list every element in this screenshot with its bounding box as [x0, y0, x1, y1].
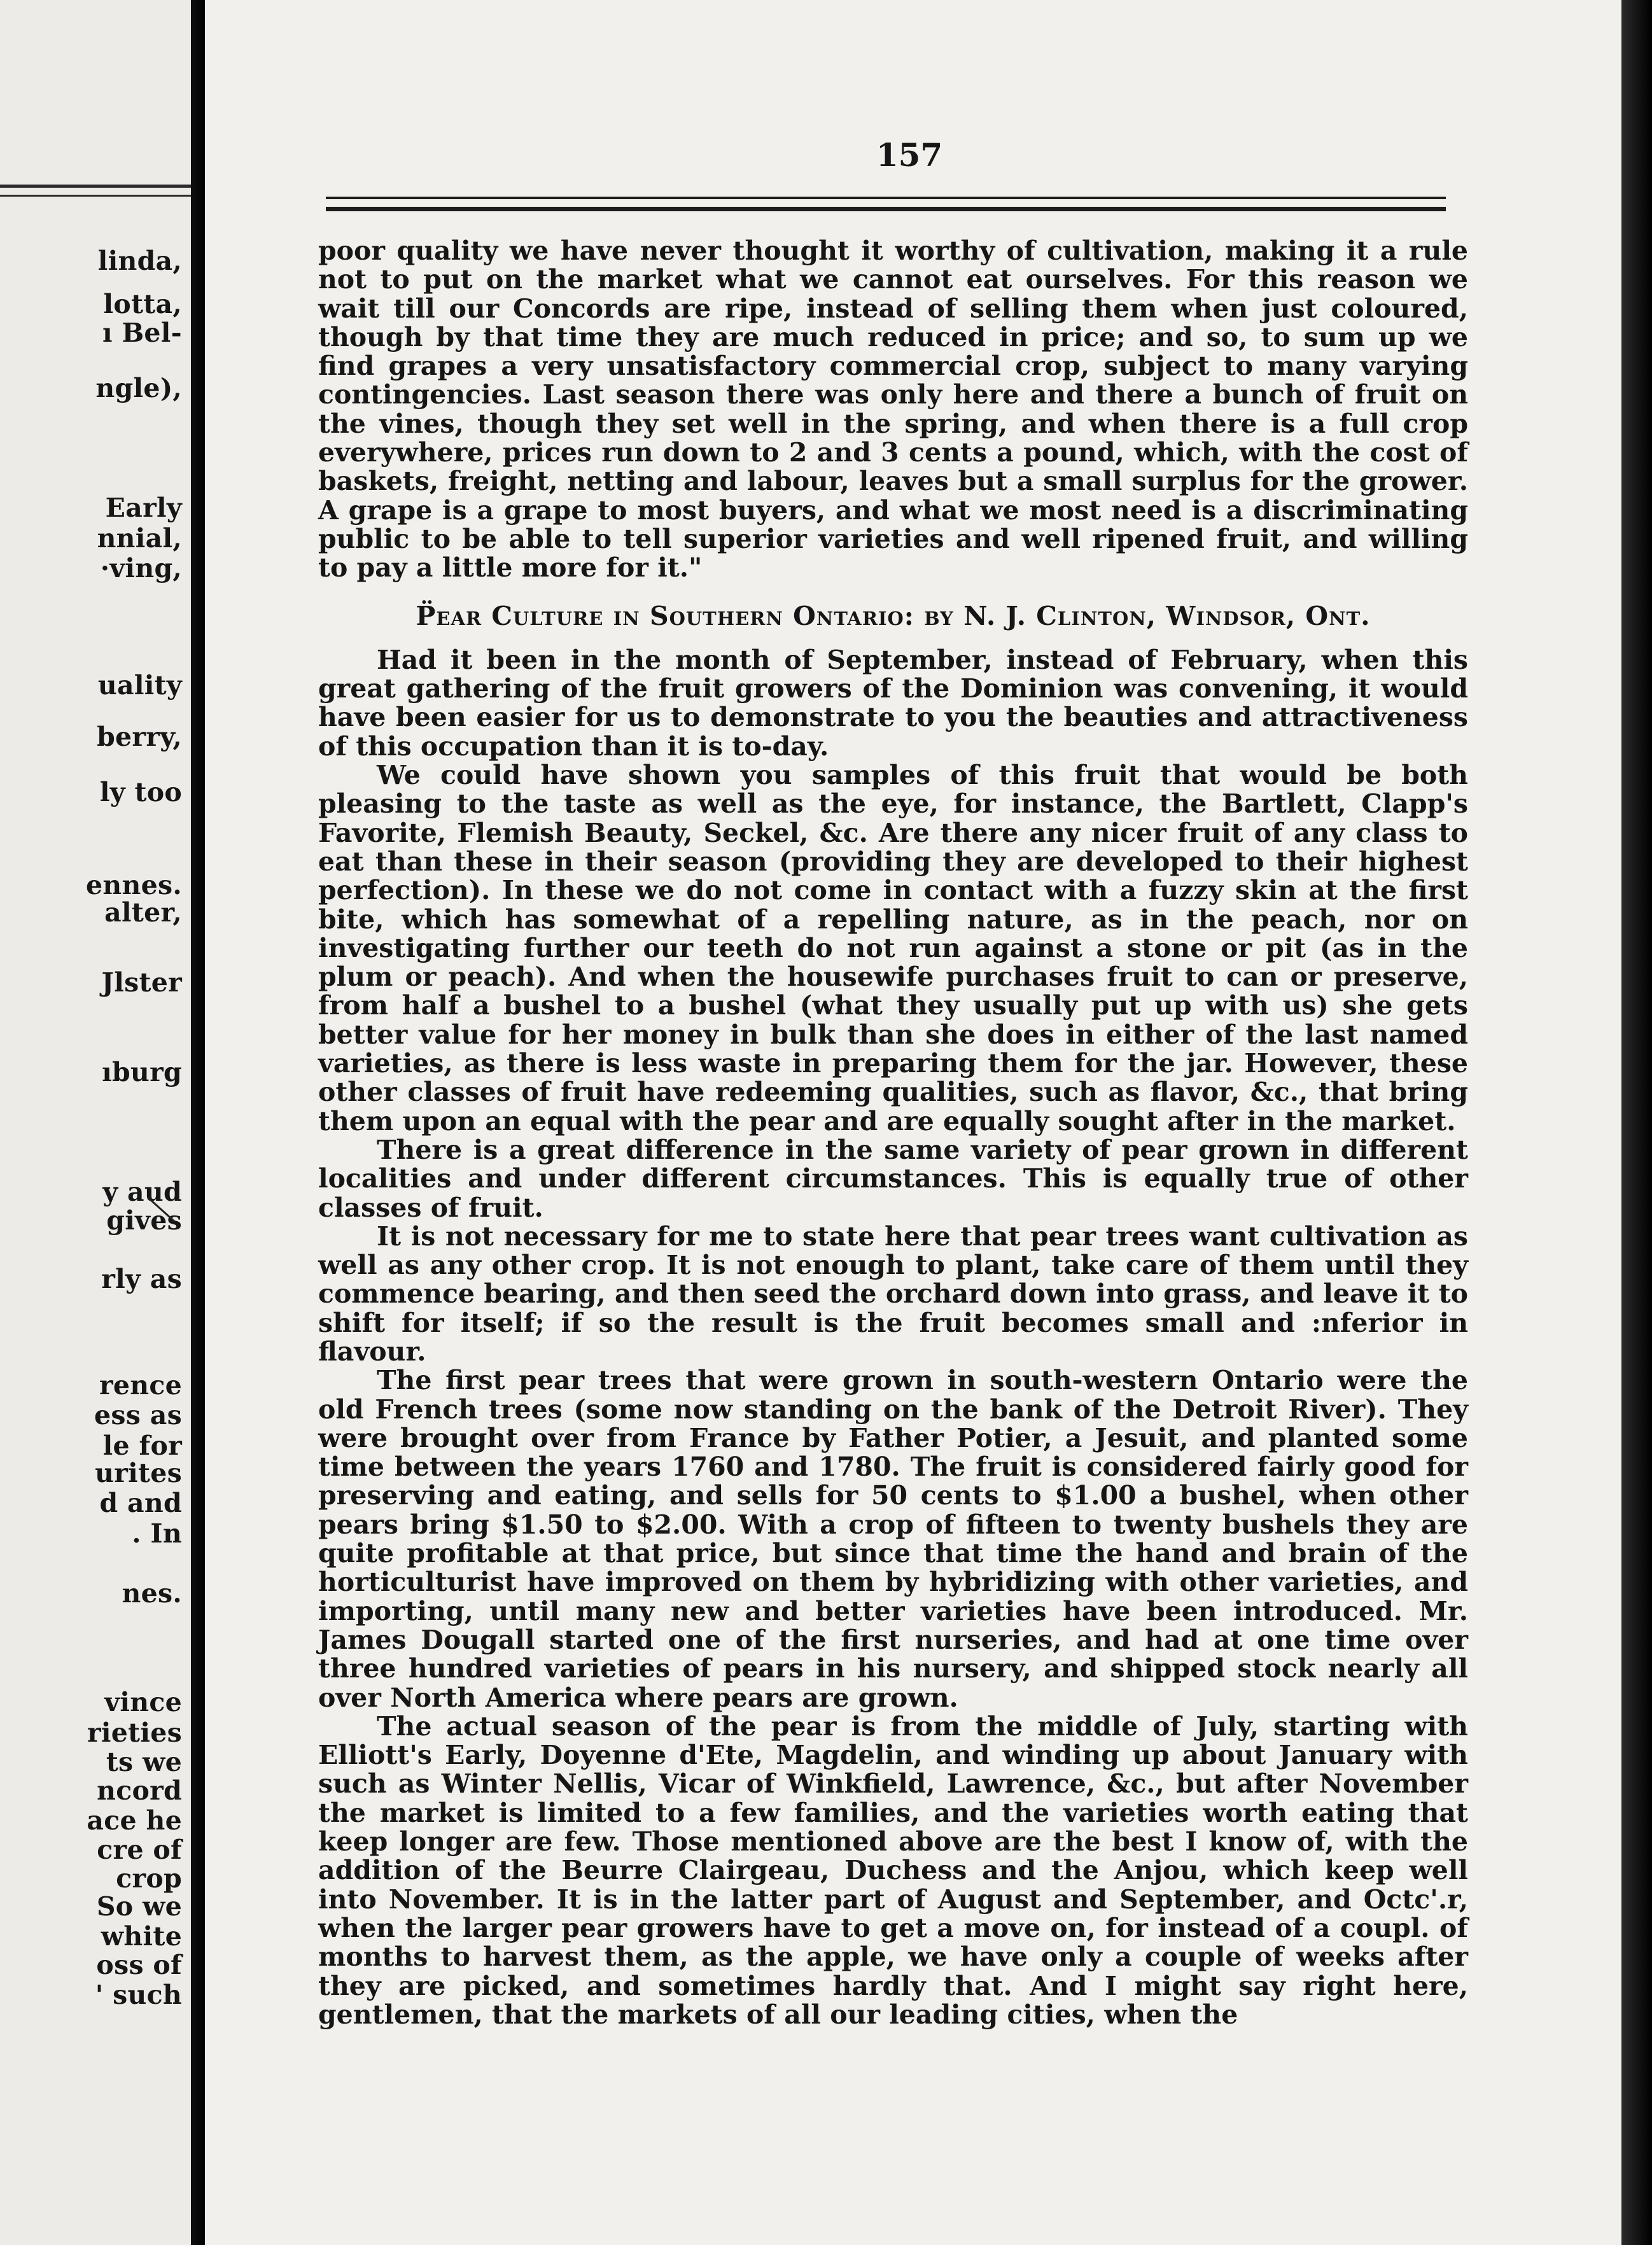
- facing-page-fragment: vince: [104, 1687, 182, 1717]
- facing-page-fragment: ncord: [97, 1775, 182, 1806]
- facing-page-fragment: ·ving,: [100, 553, 182, 584]
- facing-page-fragment: Jlster: [101, 967, 182, 998]
- facing-page-fragment: ennes.: [86, 870, 182, 900]
- facing-page-fragment: rly as: [101, 1264, 182, 1294]
- paragraph: There is a great difference in the same variety of pear grown in different localities and under different circumstances. This is equally true of other classes of fruit.: [318, 1134, 1468, 1223]
- facing-page-fragment: ace he: [87, 1805, 182, 1836]
- facing-page-fragment: ıburg: [102, 1057, 182, 1088]
- gutter-shadow: [191, 0, 205, 2245]
- facing-page-fragment: cre of: [97, 1835, 182, 1865]
- intro-paragraph: poor quality we have never thought it worthy of cultivation, making it a rule not to put on the market what we cannot eat ourselves. For this reason we wait till our Concords are ripe, instead of selling them when just coloured, though by that time they are much reduced in price; and so, to sum up we find grapes a very unsatisfactory commercial crop, subject to many varying contingencies. Last season there was only here and there a bunch of fruit on the vines, though they set well in the spring, and when there is a full crop everywhere, prices run down to 2 and 3 cents a pound, which, with the cost of baskets, freight, netting and labour, leaves but a small surplus for the grower. A grape is a grape to most buyers, and what we most need is a discriminating public to be able to tell superior varieties and well ripened fruit, and willing to pay a little more for it.": [318, 235, 1468, 584]
- page-number: 157: [876, 136, 943, 174]
- header-rule: [326, 197, 1446, 199]
- facing-page-fragment: y aud: [102, 1177, 182, 1207]
- facing-page-fragment: white: [101, 1921, 182, 1952]
- facing-page-fragment: ess as: [94, 1400, 182, 1430]
- paragraph: The actual season of the pear is from the middle of July, starting with Elliott's Early, Doyenne d'Ete, Magdelin, and winding up about January with such as Winter Nellis, Vicar of Winkfield, Lawrence, &c., but after November the market is limited to a few families, and the varieties worth eating that keep longer are few. Those mentioned above are the best I know of, with the addition of the Beurre Clairgeau, Duchess and the Anjou, which keep well into November. It is in the latter part of August and September, and Octc'.r, when the larger pear growers have to get a move on, for instead of a coupl. of months to harvest them, as the apple, we have only a couple of weeks after they are picked, and sometimes hardly that. And I might say right here, gentlemen, that the markets of all our leading cities, when the: [318, 1710, 1468, 2030]
- facing-page-fragment: ly too: [99, 777, 182, 808]
- facing-page-fragment: ı Bel-: [102, 318, 182, 348]
- paragraph: It is not necessary for me to state here that pear trees want cultivation as well as any other crop. It is not enough to plant, take care of them until they commence bearing, and then seed the orchard down into grass, and leave it to shift for itself; if so the result is the fruit becomes small and :nferior in flavour.: [318, 1220, 1468, 1367]
- facing-page-fragment: lotta,: [103, 289, 182, 319]
- section-heading: P̈ear Culture in Southern Ontario: by N. J. Clinton, Windsor, Ont.: [416, 600, 1371, 631]
- page-edge-shadow: [1621, 0, 1652, 2245]
- facing-page-fragment: ngle),: [95, 373, 182, 403]
- facing-page-fragment: d and: [99, 1488, 182, 1518]
- book-page: [205, 0, 1621, 2245]
- facing-page-fragment: ' such: [95, 1980, 182, 2010]
- facing-page-fragment: rieties: [87, 1717, 182, 1748]
- header-rule-thick: [326, 207, 1446, 211]
- facing-page-fragment: le for: [102, 1430, 182, 1461]
- facing-page-fragment: linda,: [97, 246, 182, 276]
- paragraph: The first pear trees that were grown in south-western Ontario were the old French trees (some now standing on the bank of the Detroit River). They were brought over from France by Father Potier, a Jesuit, and planted some time between the years 1760 and 1780. The fruit is considered fairly good for preserving and eating, and sells for 50 cents to $1.00 a bushel, when other pears bring $1.50 to $2.00. With a crop of fifteen to twenty bushels they are quite profitable at that price, but since that time the hand and brain of the horticulturist have improved on them by hybridizing with other varieties, and importing, until many new and better varieties have been introduced. Mr. James Dougall started one of the first nurseries, and had at one time over three hundred varieties of pears in his nursery, and shipped stock nearly all over North America where pears are grown.: [318, 1365, 1468, 1713]
- facing-page-fragment: urites: [95, 1458, 182, 1488]
- facing-page-fragment: uality: [97, 670, 182, 701]
- facing-page-fragment: crop: [116, 1863, 182, 1894]
- paragraph: Had it been in the month of September, instead of February, when this great gathering of the fruit growers of the Dominion was convening, it would have been easier for us to demonstrate to you the beauties and attractiveness of this occupation than it is to-day.: [318, 644, 1468, 762]
- facing-page-fragment: alter,: [104, 897, 182, 928]
- facing-page-fragment: Early: [105, 493, 182, 523]
- facing-page-fragment: rence: [99, 1370, 182, 1401]
- facing-page-fragment: gives: [106, 1205, 182, 1236]
- facing-page-rule: [0, 195, 191, 197]
- facing-page-fragment: nes.: [122, 1578, 182, 1609]
- facing-page-fragment: . In: [132, 1518, 182, 1549]
- facing-page-fragment: oss of: [96, 1950, 182, 1980]
- paragraph: We could have shown you samples of this fruit that would be both pleasing to the taste as well as the eye, for instance, the Bartlett, Clapp's Favorite, Flemish Beauty, Seckel, &c. Are there any nicer fruit of any class to eat than these in their season (providing they are developed to their highest perfection). In these we do not come in contact with a fuzzy skin at the first bite, which has somewhat of a repelling nature, as in the peach, nor on investigating further our teeth do not run against a stone or pit (as in the plum or peach). And when the housewife purchases fruit to can or preserve, from half a bushel to a bushel (what they usually put up with us) she gets better value for her money in bulk than she does in either of the last named varieties, as there is less waste in preparing them for the jar. However, these other classes of fruit have redeeming qualities, such as flavor, &c., that bring them upon an equal with the pear and are equally sought after in the market.: [318, 760, 1468, 1136]
- facing-page-fragment: berry,: [97, 722, 182, 752]
- facing-page-fragment: ts we: [106, 1747, 182, 1777]
- facing-page: [0, 0, 191, 2245]
- facing-page-rule: [0, 185, 191, 188]
- body-text: [318, 237, 1468, 2029]
- facing-page-fragment: nnial,: [97, 523, 182, 554]
- article-paragraphs: [318, 646, 1468, 2029]
- facing-page-fragment: So we: [96, 1891, 182, 1922]
